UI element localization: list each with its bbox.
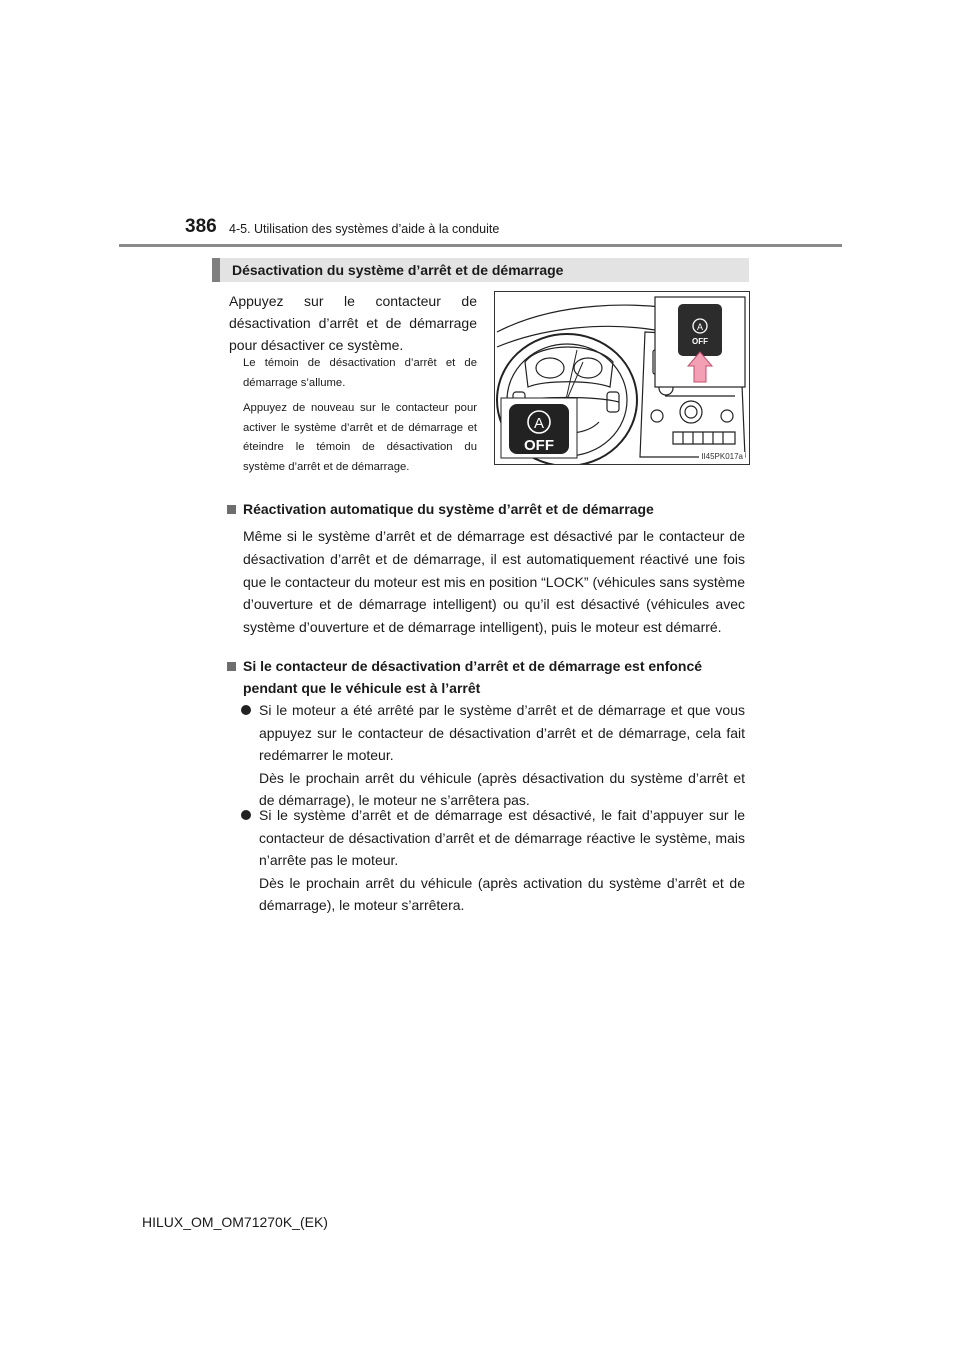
button-letter-large: A — [533, 415, 545, 432]
button-letter-small: A — [696, 322, 704, 332]
bullet-item-reactivate-text: Si le système d’arrêt et de démarrage est désactivé, le fait d’appuyer sur le contacteur de désactivation d’arrêt et de démarrage réactive le système, mais n’arrête pas le moteur. — [259, 807, 745, 869]
bullet-item-reactivate — [259, 804, 745, 917]
page-number: 386 — [185, 216, 217, 237]
dashboard-drawing — [495, 292, 750, 465]
dashboard-illustration — [494, 291, 750, 465]
intro-text: Appuyez sur le contacteur de désactivation d’arrêt et de démarrage pour désactiver ce système. — [229, 293, 477, 353]
bullet-dot-icon — [241, 705, 251, 715]
footer-document-code: HILUX_OM_OM71270K_(EK) — [142, 1214, 328, 1230]
square-bullet-icon — [227, 505, 236, 514]
note-press-again: Appuyez de nouveau sur le contacteur pour activer le système d’arrêt et de démarrage et éteindre le témoin de désactivation du système d’arrêt et de démarrage. — [243, 402, 477, 473]
button-label-large: OFF — [524, 437, 554, 454]
bullet-dot-icon — [241, 810, 251, 820]
header-rule — [119, 244, 842, 247]
subheading-pressed-while-stopped — [243, 655, 745, 699]
subheading-auto-reactivation — [243, 498, 745, 520]
subheading-auto-reactivation-text: Réactivation automatique du système d’arrêt et de démarrage — [243, 501, 654, 517]
section-header: 4-5. Utilisation des systèmes d’aide à la conduite — [229, 222, 500, 236]
bullet-item-restart-text: Si le moteur a été arrêté par le système d’arrêt et de démarrage et que vous appuyez sur le contacteur de désactivation d’arrêt et de démarrage, cela fait redémarrer le moteur. — [259, 702, 745, 764]
illustration-code: II45PK017a — [701, 452, 743, 461]
bullet-item-reactivate-detail: Dès le prochain arrêt du véhicule (après activation du système d’arrêt et de démarrage), le moteur s’arrêtera. — [259, 874, 745, 914]
subheading-pressed-while-stopped-text: Si le contacteur de désactivation d’arrêt et de démarrage est enfoncé pendant que le véhicule est à l’arrêt — [243, 658, 703, 696]
bullet-item-restart-detail: Dès le prochain arrêt du véhicule (après désactivation du système d’arrêt et de démarrage), le moteur ne s’arrêtera pas. — [259, 769, 745, 809]
button-label-small: OFF — [692, 337, 708, 346]
square-bullet-icon — [227, 662, 236, 671]
note-indicator-on: Le témoin de désactivation d’arrêt et de démarrage s’allume. — [243, 357, 477, 389]
bullet-item-restart — [259, 699, 745, 812]
auto-reactivation-body: Même si le système d’arrêt et de démarrage est désactivé par le contacteur de désactivation d’arrêt et de démarrage, il est automatiquement réactivé une fois que le contacteur du moteur est mis en position “LOCK” (véhicules sans système d’ouverture et de démarrage intelligent) ou qu’il est désactivé (véhicules avec système d’ouverture et de démarrage intelligent), puis le moteur est démarré. — [243, 528, 745, 636]
heading-bar — [212, 258, 749, 282]
heading-title: Désactivation du système d’arrêt et de démarrage — [232, 262, 564, 278]
